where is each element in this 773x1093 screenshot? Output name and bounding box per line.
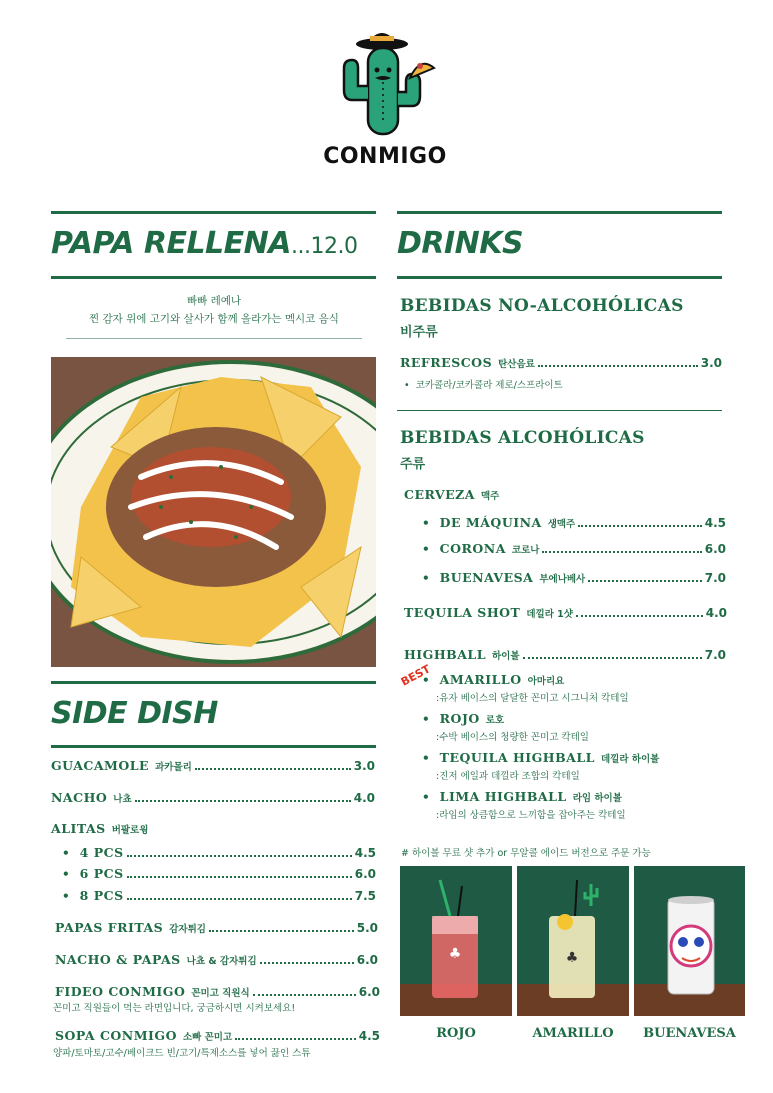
item-price: 4.0 bbox=[353, 791, 375, 805]
menu-item-refrescos bbox=[400, 355, 722, 370]
feature-description bbox=[52, 292, 376, 328]
side-dish-top-rule bbox=[51, 681, 376, 684]
dot-leader bbox=[235, 1038, 356, 1040]
menu-item-nacho bbox=[51, 790, 375, 805]
buenavesa-can-image bbox=[634, 866, 745, 1016]
item-name: NACHO bbox=[51, 790, 108, 805]
item-name: REFRESCOS bbox=[400, 355, 493, 370]
svg-text:♣: ♣ bbox=[448, 946, 462, 962]
item-name: • LIMA HIGHBALL bbox=[439, 789, 567, 804]
dot-leader bbox=[542, 551, 701, 553]
item-kor: 감자튀김 bbox=[169, 924, 206, 935]
feature-name: PAPA RELLENA bbox=[51, 226, 291, 261]
item-price: 3.0 bbox=[353, 759, 375, 773]
refrescos-options: 코카콜라/코카콜라 제로/스프라이트 bbox=[415, 380, 563, 391]
item-name: TEQUILA SHOT bbox=[404, 605, 521, 620]
amarillo-photo bbox=[517, 866, 629, 1016]
feature-desc-underline bbox=[66, 338, 362, 339]
highball-amarillo bbox=[422, 672, 564, 687]
dot-leader bbox=[523, 657, 702, 659]
option-name: • 8 PCS bbox=[79, 888, 124, 903]
amarillo-label: AMARILLO bbox=[532, 1026, 614, 1041]
alitas-option-4 bbox=[62, 845, 376, 860]
drinks-divider bbox=[397, 410, 722, 411]
feature-rule bbox=[51, 276, 376, 279]
alcoholic-title: BEBIDAS ALCOHÓLICAS bbox=[400, 428, 645, 448]
item-name: ALITAS bbox=[51, 821, 106, 836]
item-price: 7.0 bbox=[704, 571, 726, 585]
buenavesa-label: BUENAVESA bbox=[643, 1026, 736, 1041]
cerveza-corona bbox=[422, 541, 726, 556]
rojo-desc: :수박 베이스의 청량한 꼰미고 칵테일 bbox=[436, 732, 589, 743]
item-kor: 하이볼 bbox=[492, 651, 520, 662]
alitas-option-8 bbox=[62, 888, 376, 903]
rojo-photo bbox=[400, 866, 512, 1016]
option-price: 7.5 bbox=[354, 889, 376, 903]
cactus-sombrero-taco-icon bbox=[330, 22, 440, 140]
item-name: PAPAS FRITAS bbox=[55, 920, 164, 935]
item-name: • DE MÁQUINA bbox=[439, 515, 542, 530]
dot-leader bbox=[253, 994, 356, 996]
cerveza-buenavesa bbox=[422, 570, 726, 585]
item-name: FIDEO CONMIGO bbox=[55, 984, 186, 999]
top-rule-right bbox=[397, 211, 722, 214]
option-price: 6.0 bbox=[354, 867, 376, 881]
alcoholic-kor: 주류 bbox=[400, 457, 426, 472]
dot-leader bbox=[195, 768, 351, 770]
amarillo-glass-image bbox=[517, 866, 629, 1016]
item-kor: 데낄라 하이볼 bbox=[600, 754, 660, 765]
nachos-plate-image bbox=[51, 357, 376, 667]
item-kor: 나쵸 & 감자튀김 bbox=[186, 956, 257, 967]
tequila-highball-desc: :진저 에일과 데낄라 조합의 칵테일 bbox=[436, 771, 580, 782]
item-name: • AMARILLO bbox=[439, 672, 522, 687]
item-kor: 꼰미고 직원식 bbox=[191, 988, 250, 999]
side-dish-rule bbox=[51, 745, 376, 748]
feature-price: ...12.0 bbox=[291, 234, 358, 259]
menu-item-highball bbox=[404, 647, 726, 662]
option-name: • 4 PCS bbox=[79, 845, 124, 860]
menu-item-sopa-conmigo bbox=[55, 1028, 380, 1043]
item-price: 6.0 bbox=[356, 953, 378, 967]
dot-leader bbox=[127, 855, 352, 857]
rojo-label: ROJO bbox=[436, 1026, 476, 1041]
item-name: GUACAMOLE bbox=[51, 758, 150, 773]
sopa-conmigo-desc: 양파/토마토/고수/베이크드 빈/고기/특제소스를 넣어 끓인 스튜 bbox=[53, 1048, 311, 1059]
dot-leader bbox=[127, 876, 352, 878]
highball-tequila bbox=[422, 750, 659, 765]
menu-item-guacamole bbox=[51, 758, 375, 773]
feature-title bbox=[51, 226, 357, 261]
papa-rellena-photo bbox=[51, 357, 376, 667]
item-kor: 소빠 꼰미고 bbox=[182, 1032, 233, 1043]
highball-rojo bbox=[422, 711, 504, 726]
item-name: SOPA CONMIGO bbox=[55, 1028, 177, 1043]
feature-desc-line1: 빠빠 레예나 bbox=[186, 295, 242, 307]
item-price: 4.0 bbox=[705, 606, 727, 620]
dot-leader bbox=[576, 615, 703, 617]
item-kor: 생맥주 bbox=[547, 519, 576, 530]
item-name: • BUENAVESA bbox=[439, 570, 534, 585]
dot-leader bbox=[578, 525, 702, 527]
fideo-conmigo-desc: 꼰미고 직원들이 먹는 라면입니다, 궁금하시면 시켜보세요! bbox=[53, 1003, 296, 1014]
menu-item-papas-fritas bbox=[55, 920, 378, 935]
rojo-glass-image bbox=[400, 866, 512, 1016]
menu-item-tequila-shot bbox=[404, 605, 727, 620]
item-price: 4.5 bbox=[704, 516, 726, 530]
item-kor: 과카몰리 bbox=[155, 762, 192, 773]
non-alcoholic-kor: 비주류 bbox=[400, 325, 438, 340]
cerveza-de-maquina bbox=[422, 515, 726, 530]
svg-text:♣: ♣ bbox=[565, 950, 579, 966]
item-kor: 아마리요 bbox=[527, 676, 565, 687]
lima-highball-desc: :라임의 상큼함으로 느끼함을 잡아주는 칵테일 bbox=[436, 810, 626, 821]
option-price: 4.5 bbox=[354, 846, 376, 860]
drinks-title: DRINKS bbox=[397, 226, 524, 261]
item-name: NACHO & PAPAS bbox=[55, 952, 181, 967]
non-alcoholic-title: BEBIDAS NO-ALCOHÓLICAS bbox=[400, 296, 684, 316]
option-name: • 6 PCS bbox=[79, 866, 124, 881]
item-kor: 로호 bbox=[485, 715, 505, 726]
item-kor: 부에나베사 bbox=[539, 574, 586, 585]
item-price: 7.0 bbox=[704, 648, 726, 662]
menu-item-fideo-conmigo bbox=[55, 984, 380, 999]
item-price: 5.0 bbox=[356, 921, 378, 935]
item-kor: 라임 하이볼 bbox=[572, 793, 622, 804]
highball-note: # 하이볼 무료 샷 추가 or 무알콜 에이드 버전으로 주문 가능 bbox=[401, 848, 651, 859]
item-kor: 버팔로윙 bbox=[111, 825, 149, 836]
dot-leader bbox=[588, 580, 702, 582]
highball-lima bbox=[422, 789, 622, 804]
item-name: • TEQUILA HIGHBALL bbox=[439, 750, 595, 765]
dot-leader bbox=[209, 930, 354, 932]
menu-item-alitas bbox=[51, 821, 148, 836]
dot-leader bbox=[538, 365, 698, 367]
item-name: • ROJO bbox=[439, 711, 480, 726]
dot-leader bbox=[260, 962, 354, 964]
item-kor: 데낄라 1샷 bbox=[526, 609, 573, 620]
alitas-option-6 bbox=[62, 866, 376, 881]
top-rule-left bbox=[51, 211, 376, 214]
amarillo-desc: :유자 베이스의 달달한 꼰미고 시그니처 칵테일 bbox=[436, 693, 629, 704]
dot-leader bbox=[135, 800, 351, 802]
buenavesa-photo bbox=[634, 866, 745, 1016]
best-badge: BEST bbox=[398, 662, 433, 689]
item-price: 6.0 bbox=[704, 542, 726, 556]
item-price: 6.0 bbox=[358, 985, 380, 999]
brand-name: CONMIGO bbox=[323, 144, 447, 169]
item-name: • CORONA bbox=[439, 541, 506, 556]
refrescos-bullet: • 코카콜라/코카콜라 제로/스프라이트 bbox=[404, 380, 563, 391]
item-kor: 맥주 bbox=[480, 491, 500, 502]
item-kor: 나쵸 bbox=[113, 794, 132, 805]
dot-leader bbox=[127, 898, 352, 900]
menu-item-nacho-papas bbox=[55, 952, 378, 967]
item-kor: 탄산음료 bbox=[498, 359, 535, 370]
feature-desc-line2: 찐 감자 위에 고기와 살사가 함께 올라가는 멕시코 음식 bbox=[89, 313, 339, 325]
item-name: HIGHBALL bbox=[404, 647, 486, 662]
menu-item-cerveza bbox=[404, 487, 499, 502]
drinks-rule bbox=[397, 276, 722, 279]
brand-logo bbox=[320, 22, 450, 182]
side-dish-title: SIDE DISH bbox=[51, 696, 218, 731]
item-name: CERVEZA bbox=[404, 487, 475, 502]
item-kor: 코로나 bbox=[511, 545, 540, 556]
item-price: 4.5 bbox=[358, 1029, 380, 1043]
item-price: 3.0 bbox=[700, 356, 722, 370]
